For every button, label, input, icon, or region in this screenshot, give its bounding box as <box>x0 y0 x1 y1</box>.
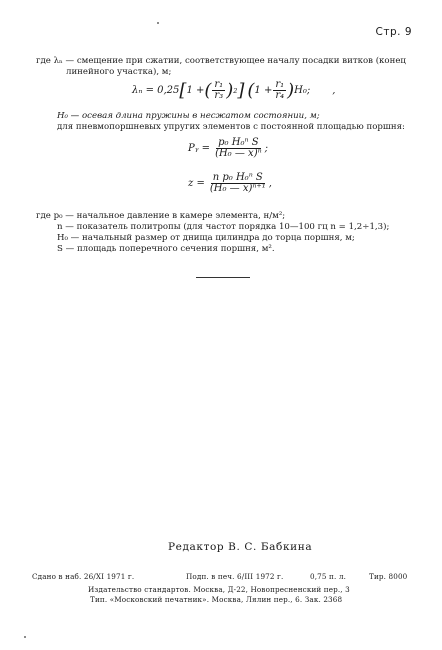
lambda-definition-line2: линейного участка), м; <box>66 67 172 77</box>
paren-close-2: ) <box>287 79 295 101</box>
formula-py-lhs: Pᵧ = <box>188 142 211 154</box>
imprint-publisher: Издательство стандартов. Москва, Д-22, Новопресненский пер., 3 <box>88 585 350 594</box>
scan-speck <box>24 636 26 638</box>
scan-speck <box>157 22 159 24</box>
fraction-py-numerator: p₀ H₀ⁿ S <box>218 137 259 148</box>
imprint-pl: 0,75 п. л. <box>310 572 346 581</box>
paren-open: ( <box>204 79 212 101</box>
fraction-denominator: r₃ <box>214 90 224 101</box>
editor-credit: Редактор В. С. Бабкина <box>168 541 313 553</box>
fraction-denominator-2: r₄ <box>275 90 285 101</box>
fraction-z-numerator: n p₀ H₀ⁿ S <box>212 172 263 183</box>
formula-z <box>188 173 272 194</box>
definition-p0: где p₀ — начальное давление в камере элемента, н/м²; <box>36 211 286 221</box>
fraction-numerator-2: r₁ <box>275 79 285 90</box>
fraction-z <box>208 173 268 194</box>
formula-py-tail: ; <box>264 142 269 154</box>
bracket-open: [ <box>179 79 187 101</box>
imprint-tir: Тир. 8000 <box>369 572 408 581</box>
definition-n: n — показатель политропы (для частот порядка 10—100 гц n = 1,2÷1,3); <box>57 222 390 232</box>
fraction-r1-r3 <box>212 80 225 101</box>
h0-definition: H₀ — осевая длина пружины в несжатом состоянии, м; <box>57 111 320 121</box>
fraction-r1-r4 <box>273 80 286 101</box>
fraction-py <box>213 138 264 159</box>
section-divider <box>196 277 250 278</box>
lambda-definition-line1: где λₙ — смещение при сжатии, соответствующее началу посадки витков (конец <box>36 56 406 66</box>
imprint-sdano: Сдано в наб. 26/XI 1971 г. <box>32 572 135 581</box>
pneumatic-intro: для пневмопоршневых упругих элементов с постоянной площадью поршня: <box>57 122 405 132</box>
paren-open-2: ( <box>247 79 255 101</box>
formula-lambda-comma: , <box>332 84 336 96</box>
formula-lambda: λₙ = 0,25 [ 1 + ( $\frac{\text{r₁}}{\text{r₃}}$ ) 2 ] ( 1 + $\frac{\text{r₁}}{\text{r₄}}$ ) H₀; , <box>132 79 336 101</box>
page-number: Стр. 9 <box>375 26 412 38</box>
definition-S: S — площадь поперечного сечения поршня, м². <box>57 244 275 254</box>
imprint-podp: Подп. в печ. 6/III 1972 г. <box>186 572 284 581</box>
fraction-py-denominator: (H₀ — x)ⁿ <box>215 148 262 159</box>
fraction-numerator: r₁ <box>214 79 224 90</box>
paren-close: ) <box>226 79 234 101</box>
formula-lambda-tail: H₀; <box>294 84 311 96</box>
bracket-close: ] <box>237 79 245 101</box>
definition-H0: H₀ — начальный размер от днища цилиндра до торца поршня, м; <box>57 233 355 243</box>
formula-z-tail: , <box>268 177 272 189</box>
formula-py <box>188 138 268 159</box>
formula-lambda-lhs: λₙ = 0,25 <box>132 84 180 96</box>
imprint-printer: Тип. «Московский печатник». Москва, Лялин пер., 6. Зак. 2368 <box>90 595 343 604</box>
fraction-z-denominator: (H₀ — x)ⁿ⁺¹ <box>209 183 266 194</box>
formula-z-lhs: z = <box>188 177 205 189</box>
